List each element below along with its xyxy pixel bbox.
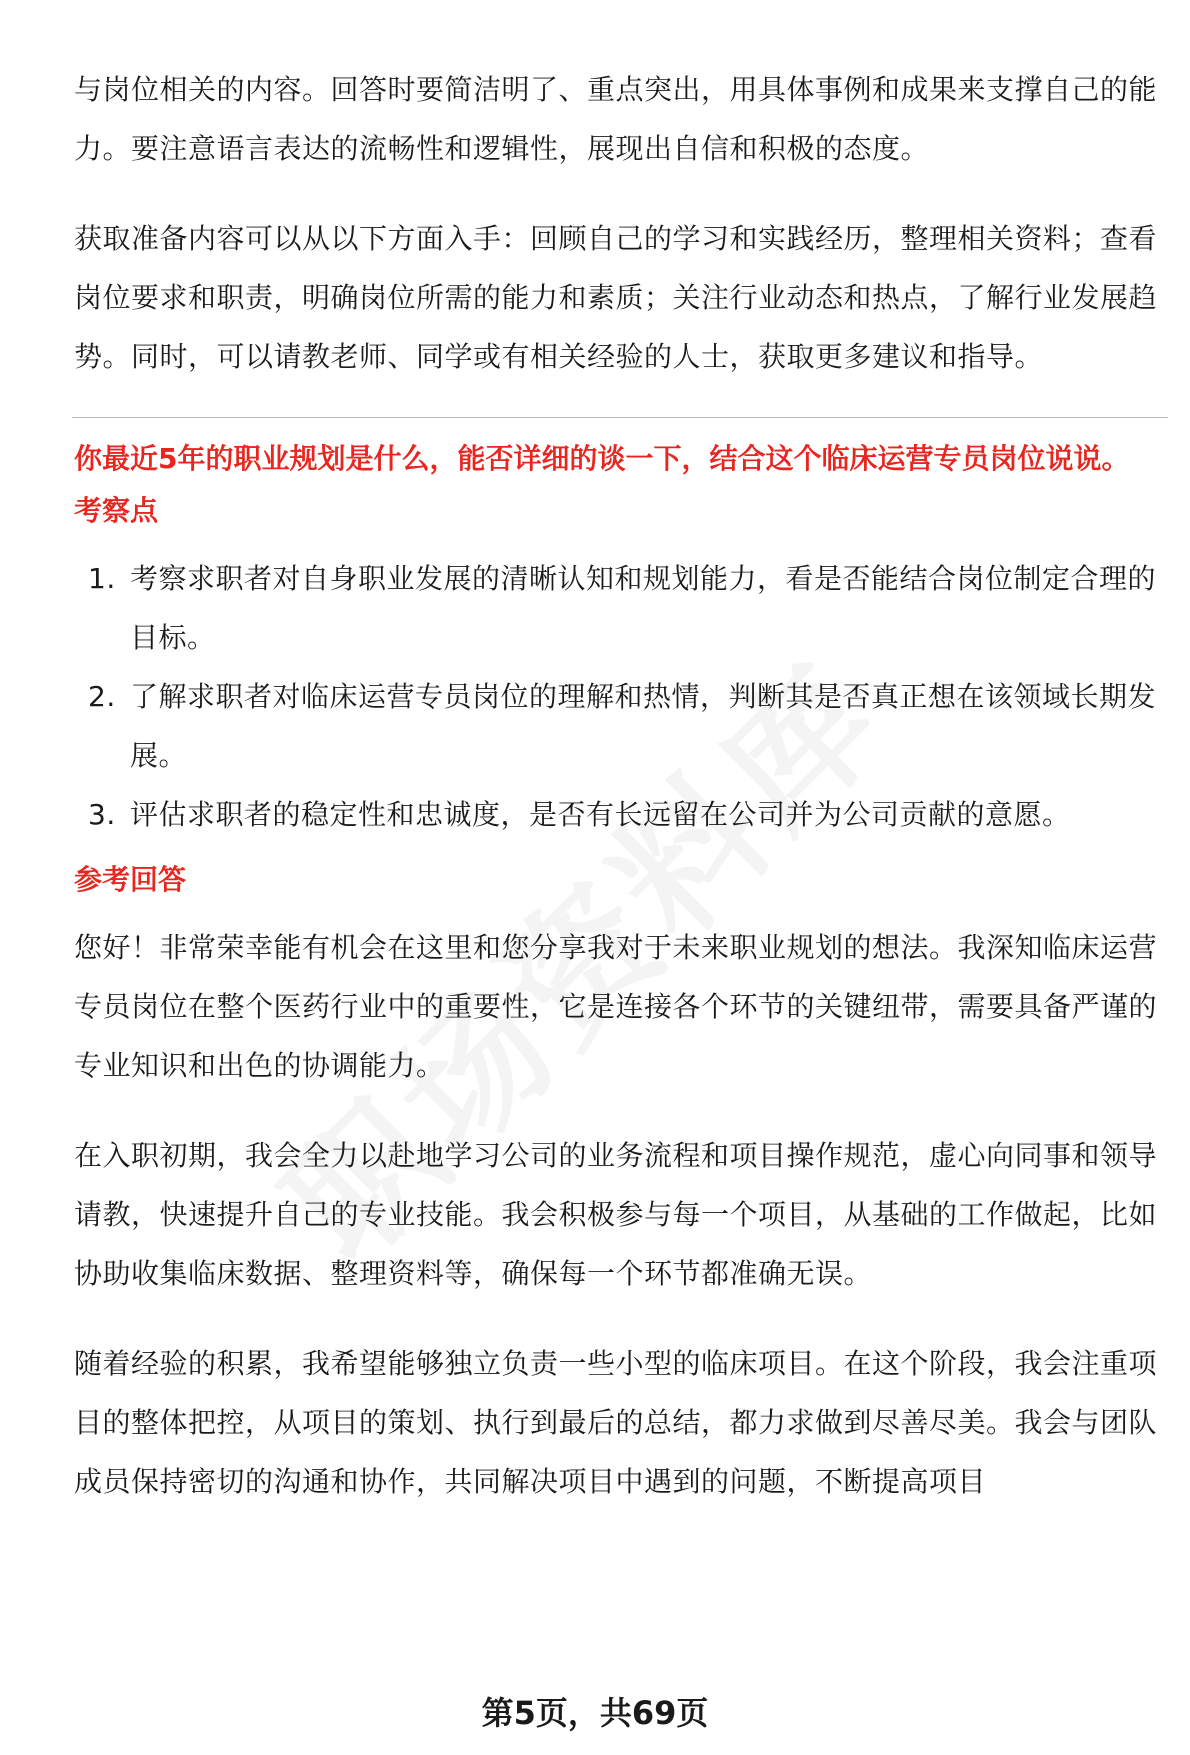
list-item [74, 785, 1166, 844]
list-number: 3. [88, 798, 116, 831]
list-item [74, 667, 1166, 785]
intro-paragraph-1: 与岗位相关的内容。回答时要简洁明了、重点突出，用具体事例和成果来支撑自己的能力。要注意语言表达的流畅性和逻辑性，展现出自信和积极的态度。 [74, 73, 1158, 165]
answer-paragraph-1: 您好！非常荣幸能有机会在这里和您分享我对于未来职业规划的想法。我深知临床运营专员岗位在整个医药行业中的重要性，它是连接各个环节的关键纽带，需要具备严谨的专业知识和出色的协调能力。 [74, 931, 1158, 1082]
question-heading: 你最近5年的职业规划是什么，能否详细的谈一下，结合这个临床运营专员岗位说说。 [74, 442, 1130, 475]
intro-paragraph-2: 获取准备内容可以从以下方面入手：回顾自己的学习和实践经历，整理相关资料；查看岗位要求和职责，明确岗位所需的能力和素质；关注行业动态和热点，了解行业发展趋势。同时，可以请教老师、同学或有相关经验的人士，获取更多建议和指导。 [74, 222, 1158, 373]
assessment-label: 考察点 [74, 494, 159, 527]
list-number: 2. [88, 680, 116, 713]
document-page [74, 60, 1166, 1542]
list-text: 了解求职者对临床运营专员岗位的理解和热情，判断其是否真正想在该领域长期发展。 [130, 680, 1157, 772]
assessment-list [74, 549, 1166, 844]
list-text: 评估求职者的稳定性和忠诚度，是否有长远留在公司并为公司贡献的意愿。 [130, 798, 1071, 831]
answer-paragraph-3: 随着经验的积累，我希望能够独立负责一些小型的临床项目。在这个阶段，我会注重项目的整体把控，从项目的策划、执行到最后的总结，都力求做到尽善尽美。我会与团队成员保持密切的沟通和协作，共同解决项目中遇到的问题，不断提高项目 [74, 1347, 1158, 1498]
answer-paragraph-2: 在入职初期，我会全力以赴地学习公司的业务流程和项目操作规范，虚心向同事和领导请教，快速提升自己的专业技能。我会积极参与每一个项目，从基础的工作做起，比如协助收集临床数据、整理资料等，确保每一个环节都准确无误。 [74, 1139, 1158, 1290]
page-number: 第5页，共69页 [481, 1694, 709, 1732]
list-text: 考察求职者对自身职业发展的清晰认知和规划能力，看是否能结合岗位制定合理的目标。 [130, 562, 1157, 654]
answer-label: 参考回答 [74, 863, 187, 896]
section-divider [72, 417, 1168, 418]
list-item [74, 549, 1166, 667]
list-number: 1. [88, 562, 116, 595]
